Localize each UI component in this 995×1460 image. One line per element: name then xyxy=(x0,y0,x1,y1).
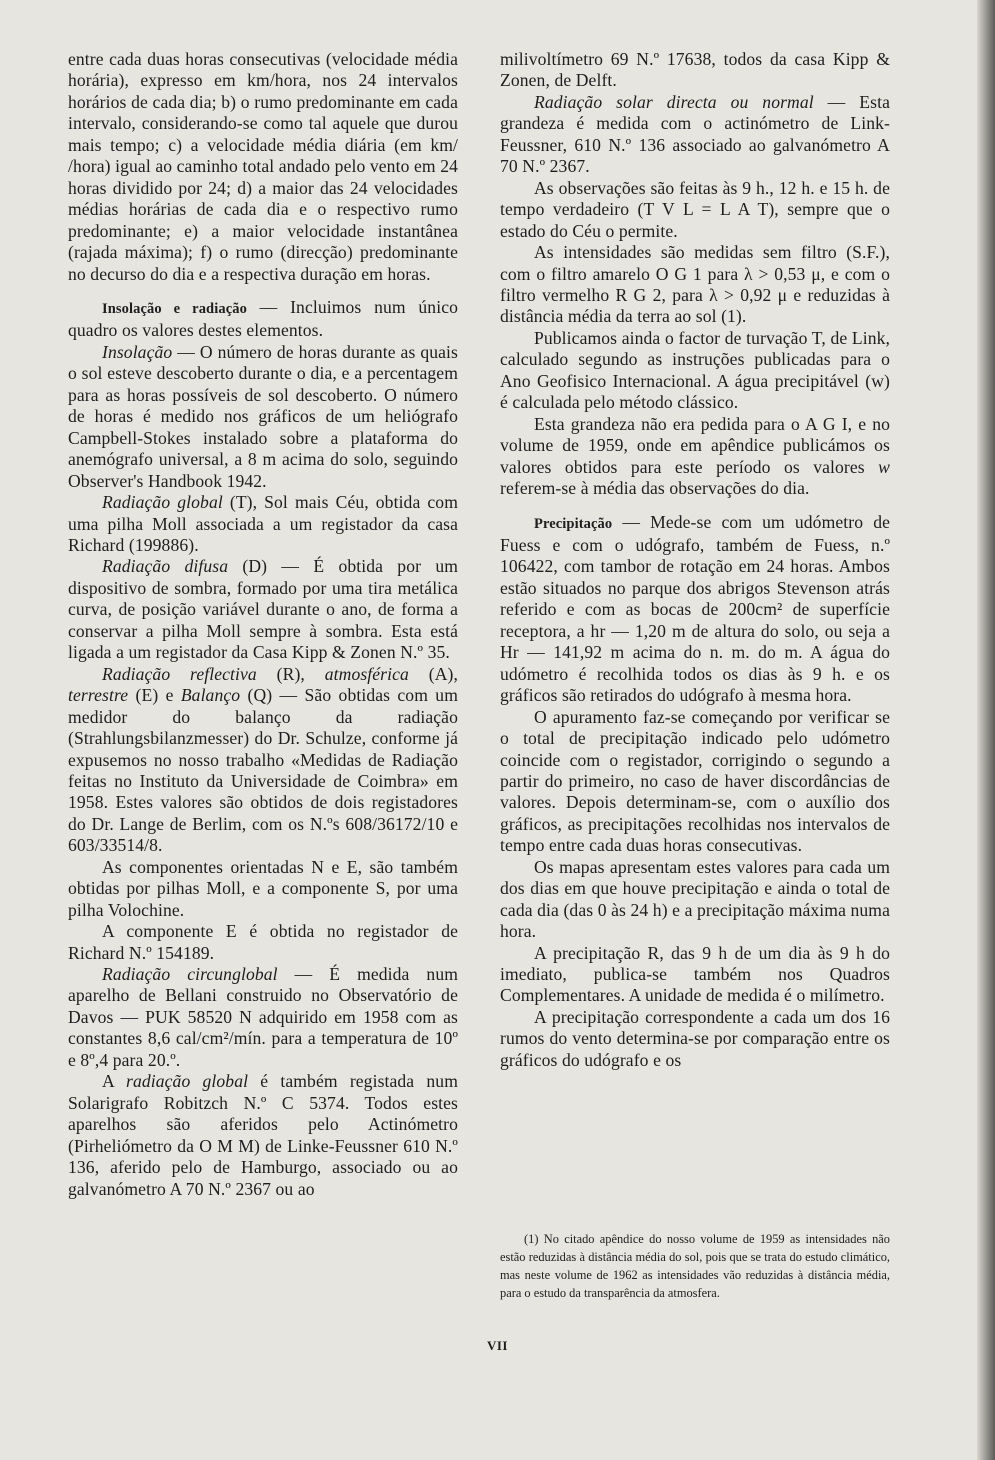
italic-term: Radiação reflectiva xyxy=(102,663,257,684)
italic-term: w xyxy=(878,456,890,477)
section-heading: Insolação e radiação xyxy=(102,300,247,317)
paragraph: As observações são feitas às 9 h., 12 h. e 15 h. de tempo verdadeiro (T V L = L A T), sempre que o estado do Céu o permite. xyxy=(500,177,890,241)
paragraph-text: é também registada num Solarigrafo Robitzch N.º C 5374. Todos estes aparelhos são aferidos pelo Actinómetro (Pirheliómetro da O M M) de Linke-Feussner 610 N.º 136, aferido pelo de Hamburgo, associado ou ao galvanómetro A 70 N.º 2367 ou ao xyxy=(68,1071,458,1199)
paragraph: As intensidades são medidas sem filtro (S.F.), com o filtro amarelo O G 1 para λ > 0,53 μ, e com o filtro vermelho R G 2, para λ > 0,92 μ e reduzidas à distância média da terra ao sol (1). xyxy=(500,242,890,327)
italic-term: Balanço xyxy=(180,685,241,706)
page-number: VII xyxy=(486,1338,508,1353)
italic-term: Radiação circunglobal xyxy=(102,964,278,985)
italic-term: terrestre xyxy=(68,685,129,706)
italic-term: Radiação global xyxy=(102,492,223,513)
paragraph-text: — É medida num aparelho de Bellani construido no Observatório de Davos — PUK 58520 N adquirido em 1958 com as constantes 8,6 cal/cm²/mín. para a temperatura de 10º e 8º,4 para 20.º. xyxy=(68,964,459,1070)
paragraph-radiacao-circunglobal xyxy=(68,964,458,1071)
paragraph-text: (Q) — São obtidas com um medidor do balanço da radiação (Strahlungsbilanzmesser) do Dr. Schulze, conforme já expusemos no nosso trabalho «Medidas de Radiação feitas no Instituto da Universidade de Coimbra» em 1958. Estes valores são obtidos de dois registadores do Dr. Lange de Berlim, com os N.ºs 608/36172/10 e 603/33514/8. xyxy=(68,685,458,856)
paragraph-text: Esta grandeza não era pedida para o A G I, e no volume de 1959, onde em apêndice publicámos os valores obtidos para este período os valores xyxy=(500,413,890,477)
paragraph-text: (A), xyxy=(408,663,458,684)
paragraph-solarigrafo xyxy=(68,1071,458,1200)
section-heading: Precipitação xyxy=(534,515,613,532)
paragraph-text: — O número de horas durante as quais o sol esteve descoberto durante o dia, e a percentagem para as horas possíveis de sol descoberto. O número de horas é medido nos gráficos de um heliógrafo Campbell-Stokes instalado sobre a plataforma do anemógrafo universal, a 8 m acima do solo, seguindo Observer's Handbook 1942. xyxy=(68,341,458,491)
paragraph-text: — Incluimos num único quadro os valores destes elementos. xyxy=(68,296,458,341)
paragraph-radiacao-difusa xyxy=(68,556,458,663)
paragraph-text: (D) — É obtida por um dispositivo de sombra, formado por uma tira metálica curva, de posição variável durante o ano, de forma a conservar a pilha Moll sempre à sombra. Esta está ligada a um registador da Casa Kipp & Zonen N.º 35. xyxy=(68,556,459,663)
paragraph: A precipitação correspondente a cada um dos 16 rumos do vento determina-se por comparação entre os gráficos do udógrafo e os xyxy=(500,1006,890,1070)
left-column xyxy=(68,49,458,1200)
paragraph-text: (R), xyxy=(256,663,325,684)
right-column xyxy=(500,49,890,1071)
italic-term: Insolação xyxy=(102,341,173,362)
section-insolacao-radiacao xyxy=(68,297,458,342)
paragraph-text: referem-se à média das observações do dia. xyxy=(500,478,810,499)
paragraph: A precipitação R, das 9 h de um dia às 9 h do imediato, publica-se também nos Quadros Complementares. A unidade de medida é o milímetro. xyxy=(500,942,890,1006)
page-edge-shadow xyxy=(977,0,995,1460)
italic-term: Radiação difusa xyxy=(102,556,229,577)
paragraph: O apuramento faz-se começando por verificar se o total de precipitação indicado pelo udómetro coincide com o registador, corrigindo o segundo a partir do primeiro, no caso de haver discordâncias de valores. Depois determinam-se, com o auxílio dos gráficos, as precipitações recolhidas nos intervalos de tempo entre cada duas horas consecutivas. xyxy=(500,706,890,856)
paragraph: As componentes orientadas N e E, são também obtidas por pilhas Moll, e a componente S, por uma pilha Volochine. xyxy=(68,856,458,920)
paragraph-radiacao-reflectiva xyxy=(68,664,458,857)
paragraph-text: — Esta grandeza é medida com o actinómetro de Link-Feussner, 610 N.º 136 associado ao galvanómetro A 70 N.º 2367. xyxy=(500,91,890,177)
paragraph-text: — Mede-se com um udómetro de Fuess e com o udógrafo, também de Fuess, n.º 106422, com tambor de rotação em 24 horas. Ambos estão situados no parque dos abrigos Stevenson atrás referido e com as bocas de 200cm² de superfície receptora, a hr — 1,20 m de altura do solo, ou seja a Hr — 141,92 m acima do n. m. do m. A água do udómetro é recolhida todos os dias às 9 h. e os gráficos são retirados do udógrafo à mesma hora. xyxy=(500,511,890,706)
paragraph-insolacao xyxy=(68,342,458,492)
italic-term: radiação global xyxy=(126,1071,249,1092)
paragraph-text: (T), Sol mais Céu, obtida com uma pilha Moll associada a um registador da casa Richard (199886). xyxy=(68,492,458,555)
footnote: (1) No citado apêndice do nosso volume de 1959 as intensidades não estão reduzidas à distância média do sol, pois que se trata do estudo climático, mas neste volume de 1962 as intensidades vão reduzidas à distância média, para o estudo da transparência da atmosfera. xyxy=(500,1232,890,1300)
paragraph-radiacao-directa xyxy=(500,92,890,178)
paragraph-agi xyxy=(500,414,890,500)
paragraph: entre cada duas horas consecutivas (velocidade média horária), expresso em km/hora, nos 24 intervalos horários de cada dia; b) o rumo predominante em cada intervalo, considerando-se como tal aquele que durou mais tempo; c) a velocidade média diária (em km/ /hora) igual ao caminho total andado pelo vento em 24 horas dividido por 24; d) a maior das 24 velocidades médias horárias de cada dia e o respectivo rumo predominante; e) a maior velocidade instantânea (rajada máxima); f) o rumo (direcção) predominante no decurso do dia e a respectiva duração em horas. xyxy=(68,49,458,284)
paragraph: Publicamos ainda o factor de turvação T, de Link, calculado segundo as instruções publicadas para o Ano Geofisico Internacional. A água precipitável (w) é calculada pelo método clássico. xyxy=(500,327,890,413)
paragraph-text: (E) e xyxy=(128,685,181,706)
paragraph-text: A xyxy=(102,1071,127,1092)
paragraph: Os mapas apresentam estes valores para cada um dos dias em que houve precipitação e ainda o total de cada dia (das 0 às 24 h) e a precipitação máxima numa hora. xyxy=(500,856,890,942)
paragraph-radiacao-global xyxy=(68,492,458,556)
italic-term: Radiação solar directa ou normal xyxy=(534,91,814,112)
footnote-block xyxy=(500,1230,890,1302)
italic-term: atmosférica xyxy=(324,663,409,684)
paragraph: A componente E é obtida no registador de Richard N.º 154189. xyxy=(68,921,458,963)
paragraph: milivoltímetro 69 N.º 17638, todos da casa Kipp & Zonen, de Delft. xyxy=(500,49,890,91)
section-precipitacao xyxy=(500,512,890,707)
